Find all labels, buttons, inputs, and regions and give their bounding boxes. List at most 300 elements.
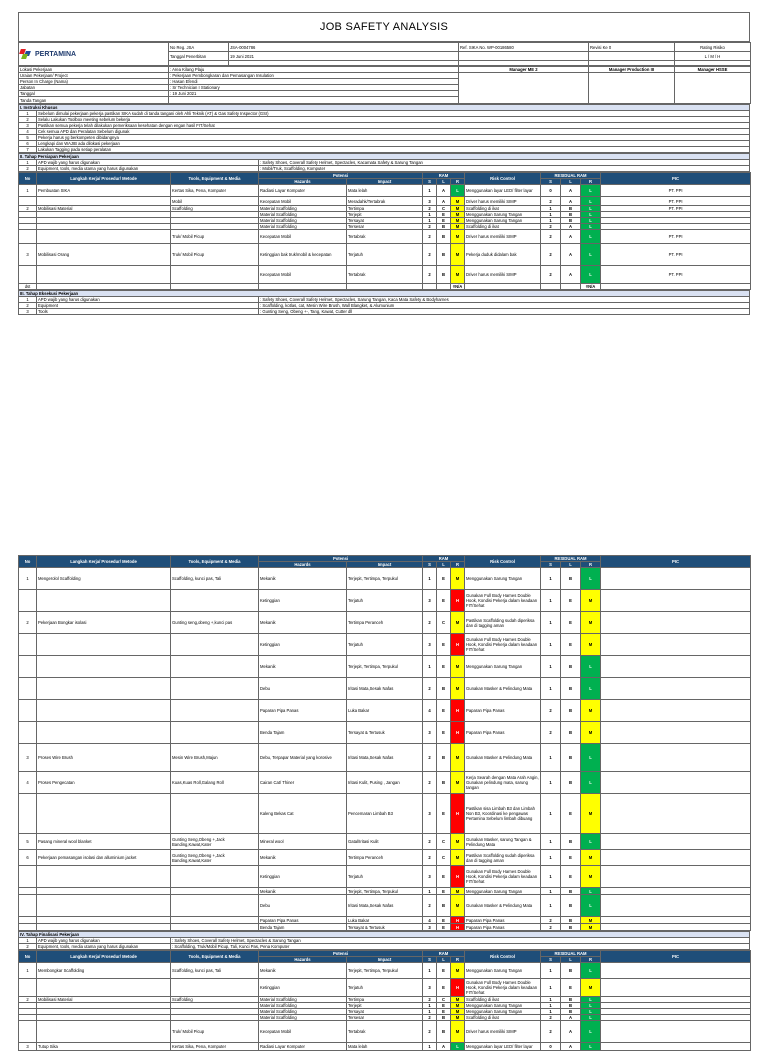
ram-r: M: [451, 895, 465, 917]
list-item: [19, 309, 750, 315]
step-tools: [171, 979, 259, 997]
risk-control: Scaffolding di ikat: [465, 1015, 541, 1021]
impact: Gatal/Iritasi Kulit: [347, 834, 423, 850]
residual-r: L: [581, 224, 601, 230]
item-value: : Mobil/Truk, Scaffolding, Komputer: [259, 166, 750, 172]
ram-r: M: [451, 206, 465, 212]
info-label: Uraian Pekerjaan/ Project: [19, 73, 169, 79]
col-rl: L: [561, 562, 581, 568]
logo-cell: [19, 43, 169, 66]
step-number: [19, 678, 37, 700]
step-tools: Gunting seng,obeng +,kunci pas: [171, 612, 259, 634]
hazard: Material Scaffolding: [259, 218, 347, 224]
col-hazards: Hazards: [259, 562, 347, 568]
ram-r: L: [451, 1043, 465, 1051]
info-value: [169, 97, 459, 104]
footer-cell: [171, 284, 259, 290]
pic: PT. PPI: [601, 185, 751, 197]
col-impact: Impact: [347, 562, 423, 568]
risk-control: Paparan Pipa Panas: [465, 917, 541, 924]
step-number: [19, 917, 37, 924]
step-name: Pekerjaan Bongkar isolasi: [37, 612, 171, 634]
step-number: [19, 794, 37, 834]
step-tools: Gunting Seng,Obeng +,Jack Banding,Kawat,Kater: [171, 834, 259, 850]
pic: [601, 794, 751, 834]
pertamina-logo-icon: [20, 49, 32, 59]
impact: Tersesar: [347, 1015, 423, 1021]
residual-s: 1: [541, 895, 561, 917]
item-number: 1: [19, 160, 37, 166]
impact: Tertimpa Peranceh: [347, 612, 423, 634]
col-no: No: [19, 951, 37, 963]
ram-l: B: [437, 895, 451, 917]
item-value: : Safety Shoes, Coverall Safety Helmet, Spectacles & Sarung Tangan: [171, 938, 750, 944]
ram-l: B: [437, 1015, 451, 1021]
ram-r: M: [451, 218, 465, 224]
footer-cell: [437, 284, 451, 290]
step-name: [37, 794, 171, 834]
info-label: Tanda Tangan: [19, 97, 169, 104]
risk-control: Menggunakan Sarung Tangan: [465, 656, 541, 678]
rating-label: Rating Risiko: [675, 43, 751, 52]
residual-s: 1: [541, 888, 561, 895]
residual-s: 1: [541, 772, 561, 794]
pic: [601, 979, 751, 997]
step-tools: [171, 700, 259, 722]
risk-control: Menggunakan Sarung Tangan: [465, 212, 541, 218]
step-name: [37, 979, 171, 997]
step-number: 1: [19, 185, 37, 197]
risk-control: Menggunakan Sarung Tangan: [465, 888, 541, 895]
residual-l: B: [561, 656, 581, 678]
col-ram: RAM: [423, 951, 465, 957]
step-tools: [171, 678, 259, 700]
step-number: 3: [19, 244, 37, 266]
item-label: Equipment: [37, 303, 259, 309]
residual-r: L: [581, 997, 601, 1003]
item-number: 4: [19, 129, 37, 135]
residual-l: E: [561, 634, 581, 656]
step-name: [37, 678, 171, 700]
step-tools: Scaffolding, kunci pas, Tali: [171, 963, 259, 979]
ram-l: C: [437, 997, 451, 1003]
pic: [601, 700, 751, 722]
ram-r: H: [451, 590, 465, 612]
residual-r: M: [581, 866, 601, 888]
table-row: [19, 772, 751, 794]
item-value: : Safety Shoes, Coverall Safety Helmet, Spectacles, Kacamata Safety & Sarung Tangan: [259, 160, 750, 166]
table-row: [19, 700, 751, 722]
residual-s: 1: [541, 744, 561, 772]
step-number: [19, 634, 37, 656]
pic: [601, 590, 751, 612]
hazard: Material Scaffolding: [259, 1015, 347, 1021]
footer-cell: [601, 284, 751, 290]
ram-l: E: [437, 794, 451, 834]
residual-r: L: [581, 963, 601, 979]
residual-s: 2: [541, 924, 561, 931]
table-row: [19, 979, 751, 997]
item-number: 1: [19, 938, 37, 944]
residual-l: E: [561, 794, 581, 834]
residual-s: 1: [541, 568, 561, 590]
step-number: 2: [19, 612, 37, 634]
col-langkah: Langkah Kerja/ Prosedur/ Metode: [37, 556, 171, 568]
residual-r: L: [581, 888, 601, 895]
impact: Iritasi Kulit, Pusing , Jangan: [347, 772, 423, 794]
ram-s: 2: [423, 266, 437, 284]
residual-s: 1: [541, 1009, 561, 1015]
footer-cell: [465, 284, 541, 290]
ram-l: C: [437, 850, 451, 866]
impact: Tertabrak: [347, 266, 423, 284]
info-value: : 19 Juni 2021: [169, 91, 459, 97]
step-name: Membongkar Scaffolding: [37, 963, 171, 979]
item-number: 7: [19, 147, 37, 153]
impact: Pencemaran Limbah B3: [347, 794, 423, 834]
col-pic: PIC: [601, 556, 751, 568]
hazard: Ketinggian bak truk/mobil & kecepatan: [259, 244, 347, 266]
step-number: 4: [19, 772, 37, 794]
impact: Terjepit, Tertimpa, Terpukul: [347, 568, 423, 590]
ram-s: 2: [423, 834, 437, 850]
pic: [601, 895, 751, 917]
hazard: Kecepatan Mobil: [259, 1021, 347, 1043]
item-value: : Safety Shoes, Coverall Safety Helmet, Spectacles, Sarung Tangan, Kaca Mata Safety & Bodyharnes: [259, 297, 750, 303]
step-number: 1: [19, 963, 37, 979]
residual-l: A: [561, 185, 581, 197]
ram-l: B: [437, 244, 451, 266]
item-label: Equipment, tools, media utama yang harus digunakan: [37, 944, 171, 950]
residual-r: L: [581, 744, 601, 772]
ram-r: H: [451, 979, 465, 997]
item-number: 6: [19, 141, 37, 147]
step-tools: Scaffolding, kunci pas, Tali: [171, 568, 259, 590]
ram-r: L: [451, 185, 465, 197]
col-pic: PIC: [601, 173, 751, 185]
residual-l: A: [561, 230, 581, 244]
pic: PT. PPI: [601, 197, 751, 206]
pic: PT. PPI: [601, 266, 751, 284]
col-ram: RAM: [423, 556, 465, 562]
risk-control: Menggunakan Sarung Tangan: [465, 218, 541, 224]
step-tools: Kuas,Kuas Roll,Galang Roll: [171, 772, 259, 794]
table-row: [19, 656, 751, 678]
ram-r: M: [451, 1015, 465, 1021]
ram-l: E: [437, 656, 451, 678]
step-number: 5: [19, 834, 37, 850]
risk-control: Menggunakan Sarung Tangan: [465, 568, 541, 590]
risk-control: Menggunakan Sarung Tangan: [465, 1009, 541, 1015]
impact: Tersayat: [347, 218, 423, 224]
ram-s: 3: [423, 634, 437, 656]
col-no: No: [19, 173, 37, 185]
section-title: III. Tahap Eksekusi Pekerjaan: [19, 291, 750, 297]
residual-r: L: [581, 1043, 601, 1051]
residual-l: B: [561, 888, 581, 895]
step-name: [37, 722, 171, 744]
step-name: Mobilisasi Material: [37, 997, 171, 1003]
ram-r: M: [451, 212, 465, 218]
ram-l: E: [437, 590, 451, 612]
residual-s: 2: [541, 266, 561, 284]
pic: PT. PPI: [601, 244, 751, 266]
step-name: [37, 866, 171, 888]
hazard: Paparan Pipa Panas: [259, 700, 347, 722]
table-row: [19, 612, 751, 634]
col-rr: R: [581, 179, 601, 185]
step-number: [19, 888, 37, 895]
pic: [601, 568, 751, 590]
col-tools: Tools, Equipment & Media: [171, 556, 259, 568]
risk-control: Kerja Searah dengan Mata Arah Angin, Gunakan pelindung mata, sarung tangan: [465, 772, 541, 794]
residual-s: 1: [541, 794, 561, 834]
ram-l: E: [437, 866, 451, 888]
impact: Terjepit, Tertimpa, Terpukul: [347, 963, 423, 979]
table-row: [19, 888, 751, 895]
tgl-label: Tanggal Penerbitan: [169, 52, 229, 61]
hazard: Kecepatan Mobil: [259, 266, 347, 284]
risk-control: Gunakan Masker & Pelindung Mata: [465, 895, 541, 917]
pic: [601, 924, 751, 931]
ram-l: E: [437, 634, 451, 656]
hazard: Material Scaffolding: [259, 1003, 347, 1009]
step-tools: Scaffolding: [171, 997, 259, 1003]
ram-s: 2: [423, 744, 437, 772]
ref-label: Ref. SIKA No.: [460, 44, 486, 50]
residual-r: L: [581, 206, 601, 212]
table-row: [19, 794, 751, 834]
item-number: 2: [19, 944, 37, 950]
hazard: Kaleng Bekas Cat: [259, 794, 347, 834]
footer-cell: [259, 284, 347, 290]
ram-s: 1: [423, 212, 437, 218]
risk-control: Paparan Pipa Panas: [465, 924, 541, 931]
ram-l: B: [437, 224, 451, 230]
hazard: Debu: [259, 678, 347, 700]
pic: [601, 1043, 751, 1051]
risk-control: Gunakan Masker & Pelindung Mata: [465, 744, 541, 772]
risk-control: Scaffolding di ikat: [465, 206, 541, 212]
jsa-page-1: [18, 12, 750, 315]
risk-control: Driver harus memiliki SIMP: [465, 197, 541, 206]
residual-s: 1: [541, 1003, 561, 1009]
ram-r: M: [451, 568, 465, 590]
ram-r: M: [451, 1003, 465, 1009]
residual-l: A: [561, 1015, 581, 1021]
ram-l: E: [437, 888, 451, 895]
signature-box-1: [459, 73, 589, 104]
residual-s: 2: [541, 917, 561, 924]
risk-control: Gunakan Masker, sarung Tangan & Pelindung Mata: [465, 834, 541, 850]
ram-s: 3: [423, 794, 437, 834]
step-name: [37, 656, 171, 678]
col-s: S: [423, 562, 437, 568]
hazard: Ketinggian: [259, 634, 347, 656]
hazard: Kecepatan Mobil: [259, 230, 347, 244]
risk-control: Menggunakan Sarung Tangan: [465, 963, 541, 979]
table-row: [19, 678, 751, 700]
footer-cell: [423, 284, 437, 290]
col-rl: L: [561, 179, 581, 185]
ram-s: 3: [423, 866, 437, 888]
ram-s: 1: [423, 656, 437, 678]
hazard: Radiasi Layar Komputer: [259, 1043, 347, 1051]
residual-s: 1: [541, 612, 561, 634]
footer-cell: [561, 284, 581, 290]
header-meta-table: [18, 42, 751, 66]
ram-r: M: [451, 1021, 465, 1043]
residual-l: A: [561, 1021, 581, 1043]
step-number: 3: [19, 1043, 37, 1051]
residual-s: 0: [541, 185, 561, 197]
residual-r: M: [581, 612, 601, 634]
ram-s: 2: [423, 1021, 437, 1043]
step-number: [19, 197, 37, 206]
col-l: L: [437, 957, 451, 963]
residual-r: L: [581, 1009, 601, 1015]
impact: Iritasi Mata,Sesak Nafas: [347, 678, 423, 700]
residual-s: 2: [541, 197, 561, 206]
pic: [601, 963, 751, 979]
col-tools: Tools, Equipment & Media: [171, 951, 259, 963]
impact: Tersayat & Tertusuk: [347, 722, 423, 744]
residual-r: M: [581, 917, 601, 924]
residual-s: 2: [541, 722, 561, 744]
pertamina-logo: [20, 49, 167, 59]
risk-control: Pastikan sisa Limbah B3 dan Limbah Non B3, Koordinasi ke pengawas Pertamina Sebelum limbah dibuang: [465, 794, 541, 834]
ram-l: A: [437, 1043, 451, 1051]
ram-s: 3: [423, 197, 437, 206]
residual-l: A: [561, 1043, 581, 1051]
table-row: [19, 230, 751, 244]
hazard: Debu, Terpapar Material yang korosive: [259, 744, 347, 772]
list-item: [19, 147, 750, 153]
item-number: 3: [19, 123, 37, 129]
residual-s: 2: [541, 1015, 561, 1021]
impact: Terjatuh: [347, 634, 423, 656]
ram-r: M: [451, 197, 465, 206]
ram-r: M: [451, 224, 465, 230]
step-name: [37, 700, 171, 722]
residual-r: L: [581, 895, 601, 917]
impact: Iritasi Mata,Sesak Nafas: [347, 895, 423, 917]
ram-l: E: [437, 212, 451, 218]
risk-table-3: [18, 950, 751, 1051]
residual-l: B: [561, 895, 581, 917]
col-rr: R: [581, 562, 601, 568]
hazard: Mekanik: [259, 568, 347, 590]
step-number: 3: [19, 744, 37, 772]
ram-r: M: [451, 888, 465, 895]
footer-cell: [541, 284, 561, 290]
residual-l: B: [561, 568, 581, 590]
residual-l: B: [561, 924, 581, 931]
table-row: [19, 266, 751, 284]
hazard: Ketinggian: [259, 866, 347, 888]
risk-table-2: [18, 555, 751, 931]
item-label: APD wajib yang harus digunakan: [37, 938, 171, 944]
step-name: Mengerolol Scaffolding: [37, 568, 171, 590]
residual-l: E: [561, 979, 581, 997]
ram-r: H: [451, 634, 465, 656]
footer-cell: [37, 284, 171, 290]
item-label: APD wajib yang harus digunakan: [37, 297, 259, 303]
ram-r: M: [451, 678, 465, 700]
item-number: 2: [19, 117, 37, 123]
item-number: 3: [19, 309, 37, 315]
step-number: 1: [19, 568, 37, 590]
col-rl: L: [561, 957, 581, 963]
table-row: [19, 850, 751, 866]
residual-l: E: [561, 590, 581, 612]
residual-l: E: [561, 612, 581, 634]
ram-r: M: [451, 244, 465, 266]
impact: Luka Bakar: [347, 917, 423, 924]
ram-s: 2: [423, 612, 437, 634]
impact: Meradahk/Tertabrak: [347, 197, 423, 206]
tgl-value: 19 Juni 2021: [229, 52, 459, 61]
step-tools: Gunting Seng,Obeng +,Jack Banding,Kawat,Kater: [171, 850, 259, 866]
ram-r: H: [451, 794, 465, 834]
list-item: [19, 944, 750, 950]
col-impact: Impact: [347, 179, 423, 185]
col-hazards: Hazards: [259, 957, 347, 963]
risk-control: Paparan Pipa Panas: [465, 700, 541, 722]
col-s: S: [423, 179, 437, 185]
ram-l: B: [437, 1021, 451, 1043]
instruksi-table: [18, 104, 750, 153]
ram-l: E: [437, 924, 451, 931]
residual-s: 1: [541, 206, 561, 212]
info-label: Person In Charge (Nama): [19, 79, 169, 85]
residual-s: 1: [541, 850, 561, 866]
hazard: Mekanik: [259, 656, 347, 678]
ram-r: M: [451, 997, 465, 1003]
step-name: Pembuatan SIKA: [37, 185, 171, 197]
residual-r: M: [581, 979, 601, 997]
footer-label: dst: [19, 284, 37, 290]
info-label: Jabatan: [19, 85, 169, 91]
step-tools: [171, 895, 259, 917]
residual-r: L: [581, 678, 601, 700]
col-r: R: [451, 179, 465, 185]
ram-r: M: [451, 266, 465, 284]
persiapan-table: [18, 153, 750, 172]
step-tools: [171, 924, 259, 931]
residual-l: B: [561, 744, 581, 772]
residual-l: B: [561, 772, 581, 794]
ram-r: M: [451, 230, 465, 244]
risk-control: Scaffolding di ikat: [465, 997, 541, 1003]
step-name: Mobilisasi Material: [37, 206, 171, 212]
impact: Terjepit, Tertimpa, Terpukul: [347, 656, 423, 678]
ram-l: E: [437, 1009, 451, 1015]
approver-2: Manager Production III: [589, 67, 675, 73]
item-number: 2: [19, 166, 37, 172]
step-number: [19, 866, 37, 888]
hazard: Ketinggian: [259, 590, 347, 612]
table-row: [19, 963, 751, 979]
pic: [601, 834, 751, 850]
item-text: Pekerja harus yg berkompeten dibidangnya: [37, 135, 750, 141]
col-potensi: Potensi: [259, 556, 423, 562]
step-number: [19, 266, 37, 284]
ram-s: 1: [423, 1009, 437, 1015]
risk-control: Pekerja duduk didalam bak: [465, 244, 541, 266]
step-number: [19, 924, 37, 931]
step-number: [19, 230, 37, 244]
